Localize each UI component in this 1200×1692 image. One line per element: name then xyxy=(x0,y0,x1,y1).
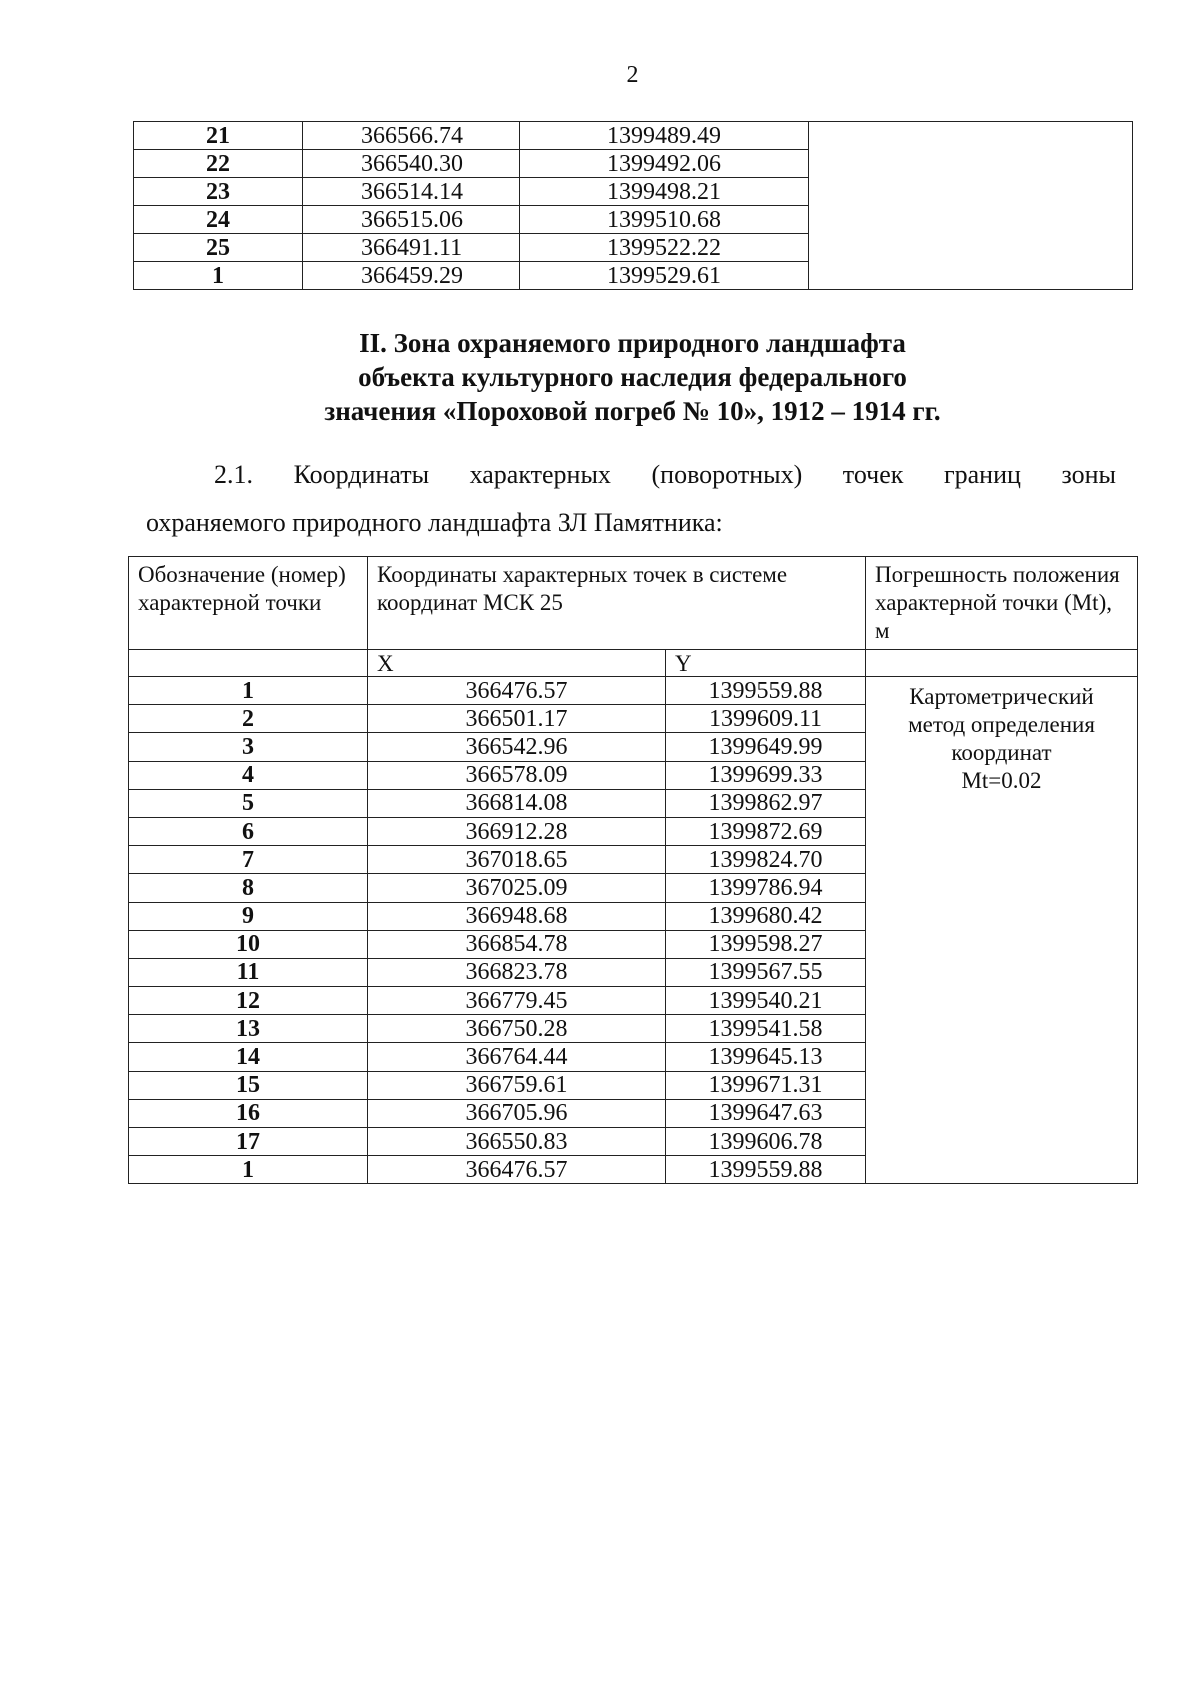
coord-x: 366491.11 xyxy=(303,234,520,262)
point-number: 25 xyxy=(134,234,303,262)
coord-y: 1399559.88 xyxy=(666,677,866,705)
coord-y: 1399647.63 xyxy=(666,1099,866,1127)
page-number: 2 xyxy=(626,62,639,88)
subheader-x: X xyxy=(368,650,666,677)
point-number: 11 xyxy=(129,958,368,986)
subheader-y: Y xyxy=(666,650,866,677)
landscape-zone-coordinates-table xyxy=(128,556,1138,1184)
coord-x: 366515.06 xyxy=(303,206,520,234)
coord-x: 366578.09 xyxy=(368,761,666,789)
coord-y: 1399567.55 xyxy=(666,958,866,986)
point-number: 1 xyxy=(134,262,303,290)
accuracy-method-cell xyxy=(866,677,1138,1184)
coord-x: 366759.61 xyxy=(368,1071,666,1099)
coord-x: 366566.74 xyxy=(303,122,520,150)
table-row xyxy=(134,122,1133,150)
heading-line: объекта культурного наследия федерального xyxy=(358,362,907,392)
coord-y: 1399862.97 xyxy=(666,789,866,817)
header-accuracy: Погрешность положения характерной точки (Mt), м xyxy=(866,557,1138,650)
coord-y: 1399606.78 xyxy=(666,1128,866,1156)
coord-x: 366459.29 xyxy=(303,262,520,290)
coord-x: 366514.14 xyxy=(303,178,520,206)
coord-y: 1399609.11 xyxy=(666,705,866,733)
coord-y: 1399559.88 xyxy=(666,1156,866,1184)
point-number: 7 xyxy=(129,846,368,874)
table-header-row xyxy=(129,557,1138,650)
method-line: Mt=0.02 xyxy=(961,768,1042,793)
paragraph-line: 2.1. Координаты характерных (поворотных) точек границ зоны xyxy=(214,460,1116,489)
subheader-empty xyxy=(129,650,368,677)
coord-x: 366476.57 xyxy=(368,1156,666,1184)
point-number: 3 xyxy=(129,733,368,761)
point-number: 17 xyxy=(129,1128,368,1156)
coord-x: 366501.17 xyxy=(368,705,666,733)
coord-y: 1399489.49 xyxy=(520,122,809,150)
coord-x: 366912.28 xyxy=(368,817,666,845)
point-number: 1 xyxy=(129,677,368,705)
heading-line: II. Зона охраняемого природного ландшафта xyxy=(359,328,906,358)
header-designation: Обозначение (номер) характерной точки xyxy=(129,557,368,650)
coord-x: 366476.57 xyxy=(368,677,666,705)
header-coordinates: Координаты характерных точек в системе координат МСК 25 xyxy=(368,557,866,650)
coord-y: 1399492.06 xyxy=(520,150,809,178)
coord-x: 366705.96 xyxy=(368,1099,666,1127)
coord-y: 1399680.42 xyxy=(666,902,866,930)
coord-y: 1399529.61 xyxy=(520,262,809,290)
coord-y: 1399872.69 xyxy=(666,817,866,845)
coord-y: 1399824.70 xyxy=(666,846,866,874)
paragraph-line: охраняемого природного ландшафта ЗЛ Памятника: xyxy=(146,508,723,537)
coordinates-table-continuation xyxy=(133,121,1133,290)
point-number: 12 xyxy=(129,987,368,1015)
coord-y: 1399649.99 xyxy=(666,733,866,761)
coord-x: 366550.83 xyxy=(368,1128,666,1156)
table-row xyxy=(129,677,1138,705)
point-number: 1 xyxy=(129,1156,368,1184)
point-number: 23 xyxy=(134,178,303,206)
method-line: Картометрический xyxy=(909,684,1094,709)
coord-y: 1399541.58 xyxy=(666,1015,866,1043)
coord-x: 366854.78 xyxy=(368,930,666,958)
point-number: 16 xyxy=(129,1099,368,1127)
coord-x: 366779.45 xyxy=(368,987,666,1015)
point-number: 15 xyxy=(129,1071,368,1099)
coord-x: 366814.08 xyxy=(368,789,666,817)
heading-line: значения «Пороховой погреб № 10», 1912 – 1914 гг. xyxy=(324,396,941,426)
coord-x: 366542.96 xyxy=(368,733,666,761)
coord-y: 1399598.27 xyxy=(666,930,866,958)
coord-x: 367025.09 xyxy=(368,874,666,902)
point-number: 22 xyxy=(134,150,303,178)
coord-y: 1399786.94 xyxy=(666,874,866,902)
coord-x: 366540.30 xyxy=(303,150,520,178)
point-number: 6 xyxy=(129,817,368,845)
coord-y: 1399671.31 xyxy=(666,1071,866,1099)
point-number: 13 xyxy=(129,1015,368,1043)
point-number: 21 xyxy=(134,122,303,150)
empty-notes-cell xyxy=(809,122,1133,290)
point-number: 5 xyxy=(129,789,368,817)
coord-y: 1399522.22 xyxy=(520,234,809,262)
coord-y: 1399510.68 xyxy=(520,206,809,234)
method-line: координат xyxy=(951,740,1052,765)
point-number: 2 xyxy=(129,705,368,733)
point-number: 4 xyxy=(129,761,368,789)
point-number: 14 xyxy=(129,1043,368,1071)
subheader-empty xyxy=(866,650,1138,677)
coord-x: 366764.44 xyxy=(368,1043,666,1071)
coord-y: 1399645.13 xyxy=(666,1043,866,1071)
coord-x: 367018.65 xyxy=(368,846,666,874)
coord-x: 366750.28 xyxy=(368,1015,666,1043)
section-heading xyxy=(0,326,1200,428)
coord-y: 1399498.21 xyxy=(520,178,809,206)
method-line: метод определения xyxy=(908,712,1095,737)
point-number: 24 xyxy=(134,206,303,234)
point-number: 8 xyxy=(129,874,368,902)
point-number: 9 xyxy=(129,902,368,930)
table-subheader-row xyxy=(129,650,1138,677)
coord-y: 1399540.21 xyxy=(666,987,866,1015)
point-number: 10 xyxy=(129,930,368,958)
coord-x: 366823.78 xyxy=(368,958,666,986)
coord-x: 366948.68 xyxy=(368,902,666,930)
coord-y: 1399699.33 xyxy=(666,761,866,789)
